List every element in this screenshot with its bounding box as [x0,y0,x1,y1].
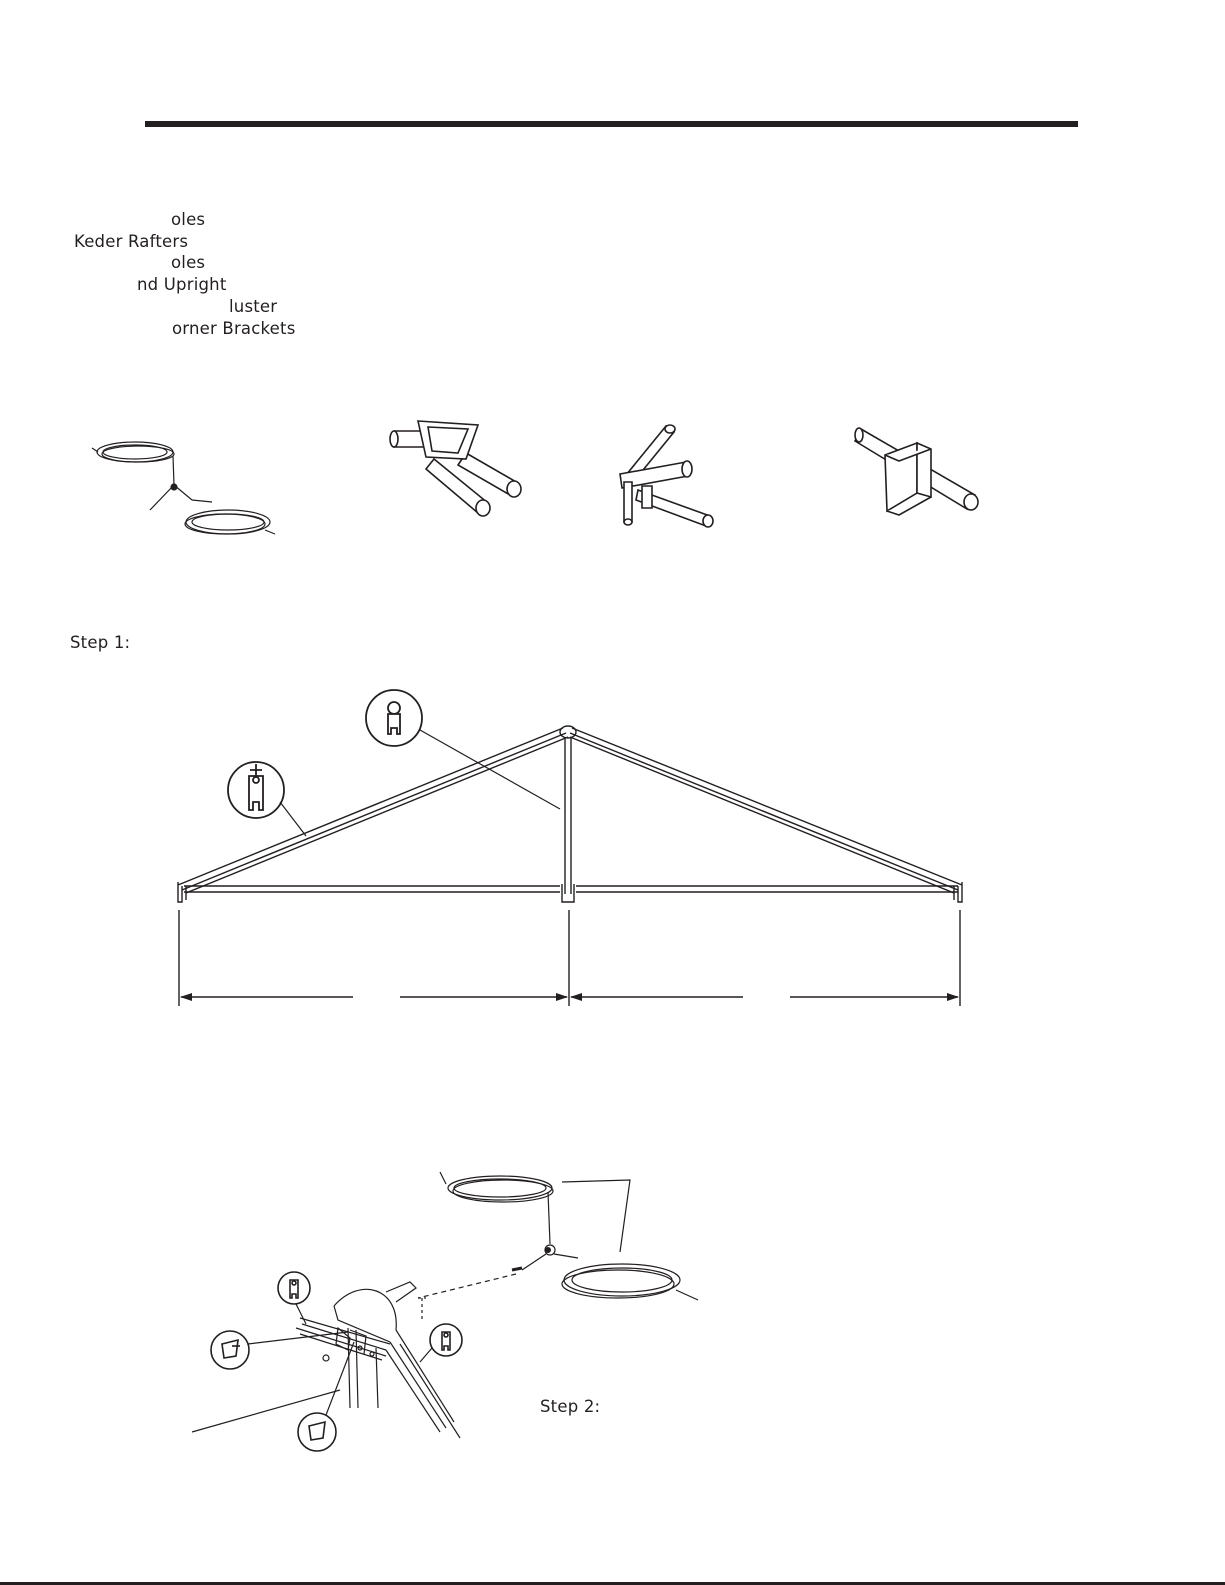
cable-cluster-illustration [90,430,280,550]
gable-truss-diagram [170,680,980,1010]
header-rule [145,121,1078,127]
corner-connector-illustration [612,422,722,532]
leader-line [190,1380,350,1440]
parts-list-item: nd Upright [137,275,227,294]
keder-bracket-illustration [388,413,528,518]
step-1-label: Step 1: [70,633,131,652]
upright-part-badge [364,688,564,818]
parts-list-item: oles [171,210,206,229]
parts-list-item: oles [171,253,206,272]
sleeve-connector-illustration [855,415,990,520]
parts-list-item: luster [229,297,278,316]
rafter-part-badge-right [420,1322,480,1382]
parts-list-item: orner Brackets [172,319,296,338]
rafter-part-badge [224,758,314,838]
parts-list-item: Keder Rafters [74,232,189,251]
step-2-label: Step 2: [540,1397,601,1416]
